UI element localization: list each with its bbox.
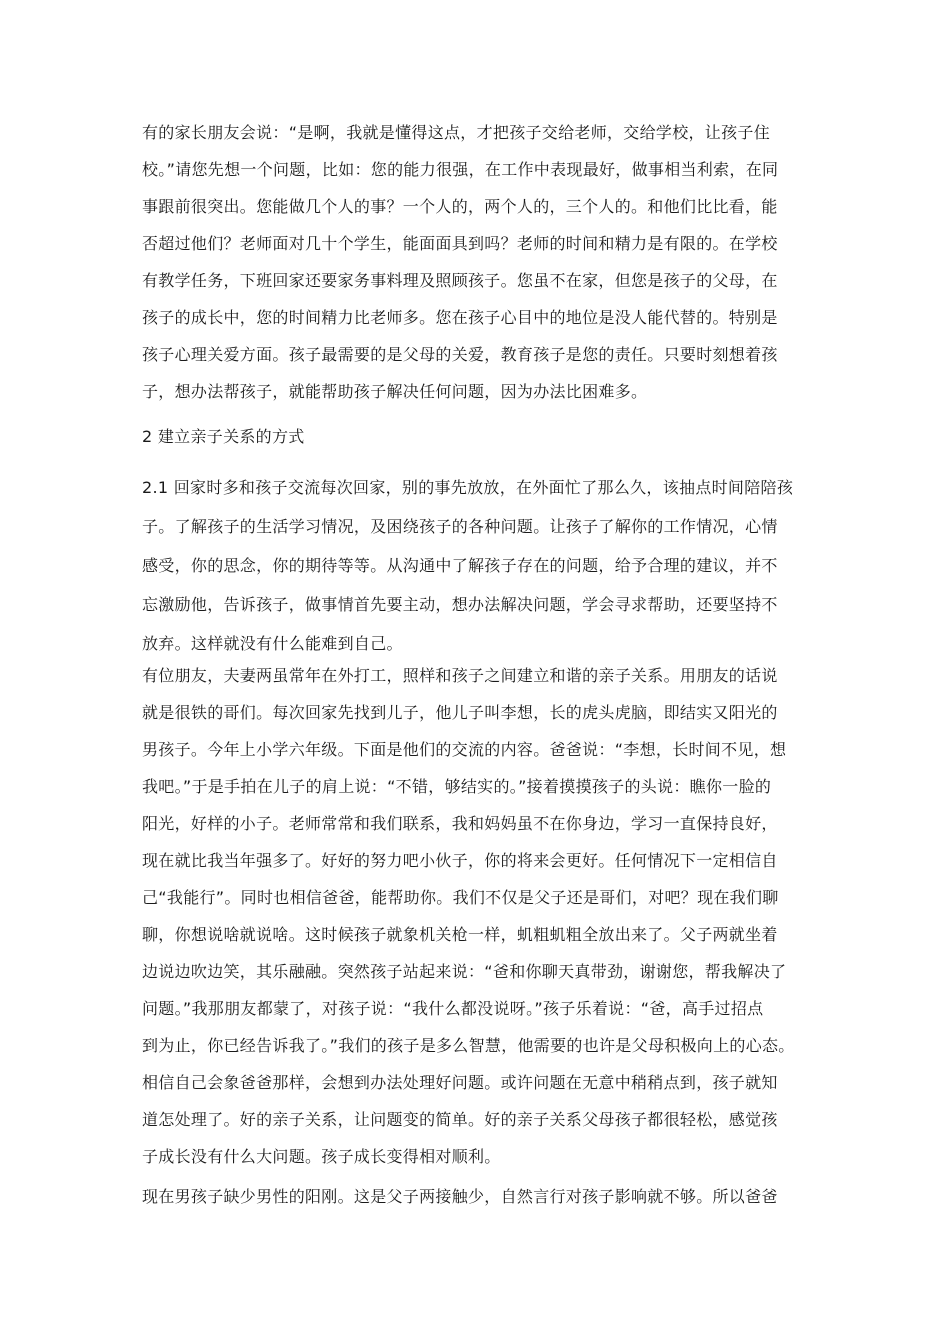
text-line: 有位朋友，夫妻两虽常年在外打工，照样和孩子之间建立和谐的亲子关系。用朋友的话说 — [142, 666, 778, 685]
text-line: 忘激励他，告诉孩子，做事情首先要主动，想办法解决问题，学会寻求帮助，还要坚持不 — [142, 595, 778, 614]
text-line: 现在就比我当年强多了。好好的努力吧小伙子，你的将来会更好。任何情况下一定相信自 — [142, 851, 778, 870]
text-line: 到为止，你已经告诉我了。”我们的孩子是多么智慧，他需要的也许是父母积极向上的心态。 — [142, 1036, 795, 1055]
text-line: 道怎处理了。好的亲子关系，让问题变的简单。好的亲子关系父母孩子都很轻松，感觉孩 — [142, 1110, 778, 1129]
text-line: 阳光，好样的小子。老师常常和我们联系，我和妈妈虽不在你身边，学习一直保持良好， — [142, 814, 778, 833]
text-line: 子，想办法帮孩子，就能帮助孩子解决任何问题，因为办法比困难多。 — [142, 382, 648, 401]
text-line: 有的家长朋友会说：“是啊，我就是懂得这点，才把孩子交给老师，交给学校，让孩子住 — [142, 123, 770, 142]
text-line: 有教学任务，下班回家还要家务事料理及照顾孩子。您虽不在家，但您是孩子的父母，在 — [142, 271, 778, 290]
text-line: 男孩子。今年上小学六年级。下面是他们的交流的内容。爸爸说：“李想，长时间不见，想 — [142, 740, 787, 759]
text-line: 相信自己会象爸爸那样，会想到办法处理好问题。或许问题在无意中稍稍点到，孩子就知 — [142, 1073, 778, 1092]
text-line: 2.1 回家时多和孩子交流每次回家，别的事先放放，在外面忙了那么久，该抽点时间陪陪孩 — [142, 478, 794, 497]
text-line: 边说边吹边笑，其乐融融。突然孩子站起来说：“爸和你聊天真带劲，谢谢您，帮我解决了 — [142, 962, 787, 981]
text-line: 就是很铁的哥们。每次回家先找到儿子，他儿子叫李想，长的虎头虎脑，即结实又阳光的 — [142, 703, 778, 722]
text-line: 现在男孩子缺少男性的阳刚。这是父子两接触少，自然言行对孩子影响就不够。所以爸爸 — [142, 1187, 778, 1206]
text-line: 我吧。”于是手拍在儿子的肩上说：“不错，够结实的。”接着摸摸孩子的头说：瞧你一脸的 — [142, 777, 772, 796]
text-line: 孩子心理关爱方面。孩子最需要的是父母的关爱，教育孩子是您的责任。只要时刻想着孩 — [142, 345, 778, 364]
text-line: 否超过他们？老师面对几十个学生，能面面具到吗？老师的时间和精力是有限的。在学校 — [142, 234, 778, 253]
text-line: 己“我能行”。同时也相信爸爸，能帮助你。我们不仅是父子还是哥们，对吧？现在我们聊 — [142, 888, 779, 907]
text-line: 子成长没有什么大问题。孩子成长变得相对顺利。 — [142, 1147, 501, 1166]
text-line: 孩子的成长中，您的时间精力比老师多。您在孩子心目中的地位是没人能代替的。特别是 — [142, 308, 778, 327]
section-heading: 2 建立亲子关系的方式 — [142, 427, 305, 446]
text-line: 问题。”我那朋友都蒙了，对孩子说：“我什么都没说呀。”孩子乐着说：“爸，高手过招点 — [142, 999, 764, 1018]
text-line: 子。了解孩子的生活学习情况，及困绕孩子的各种问题。让孩子了解你的工作情况，心情 — [142, 517, 778, 536]
text-line: 校。”请您先想一个问题，比如：您的能力很强，在工作中表现最好，做事相当利索，在同 — [142, 160, 779, 179]
text-line: 聊，你想说啥就说啥。这时候孩子就象机关枪一样，虮粗虮粗全放出来了。父子两就坐着 — [142, 925, 778, 944]
text-line: 事跟前很突出。您能做几个人的事？一个人的，两个人的，三个人的。和他们比比看，能 — [142, 197, 778, 216]
text-line: 感受，你的思念，你的期待等等。从沟通中了解孩子存在的问题，给予合理的建议，并不 — [142, 556, 778, 575]
text-line: 放弃。这样就没有什么能难到自己。 — [142, 634, 403, 653]
